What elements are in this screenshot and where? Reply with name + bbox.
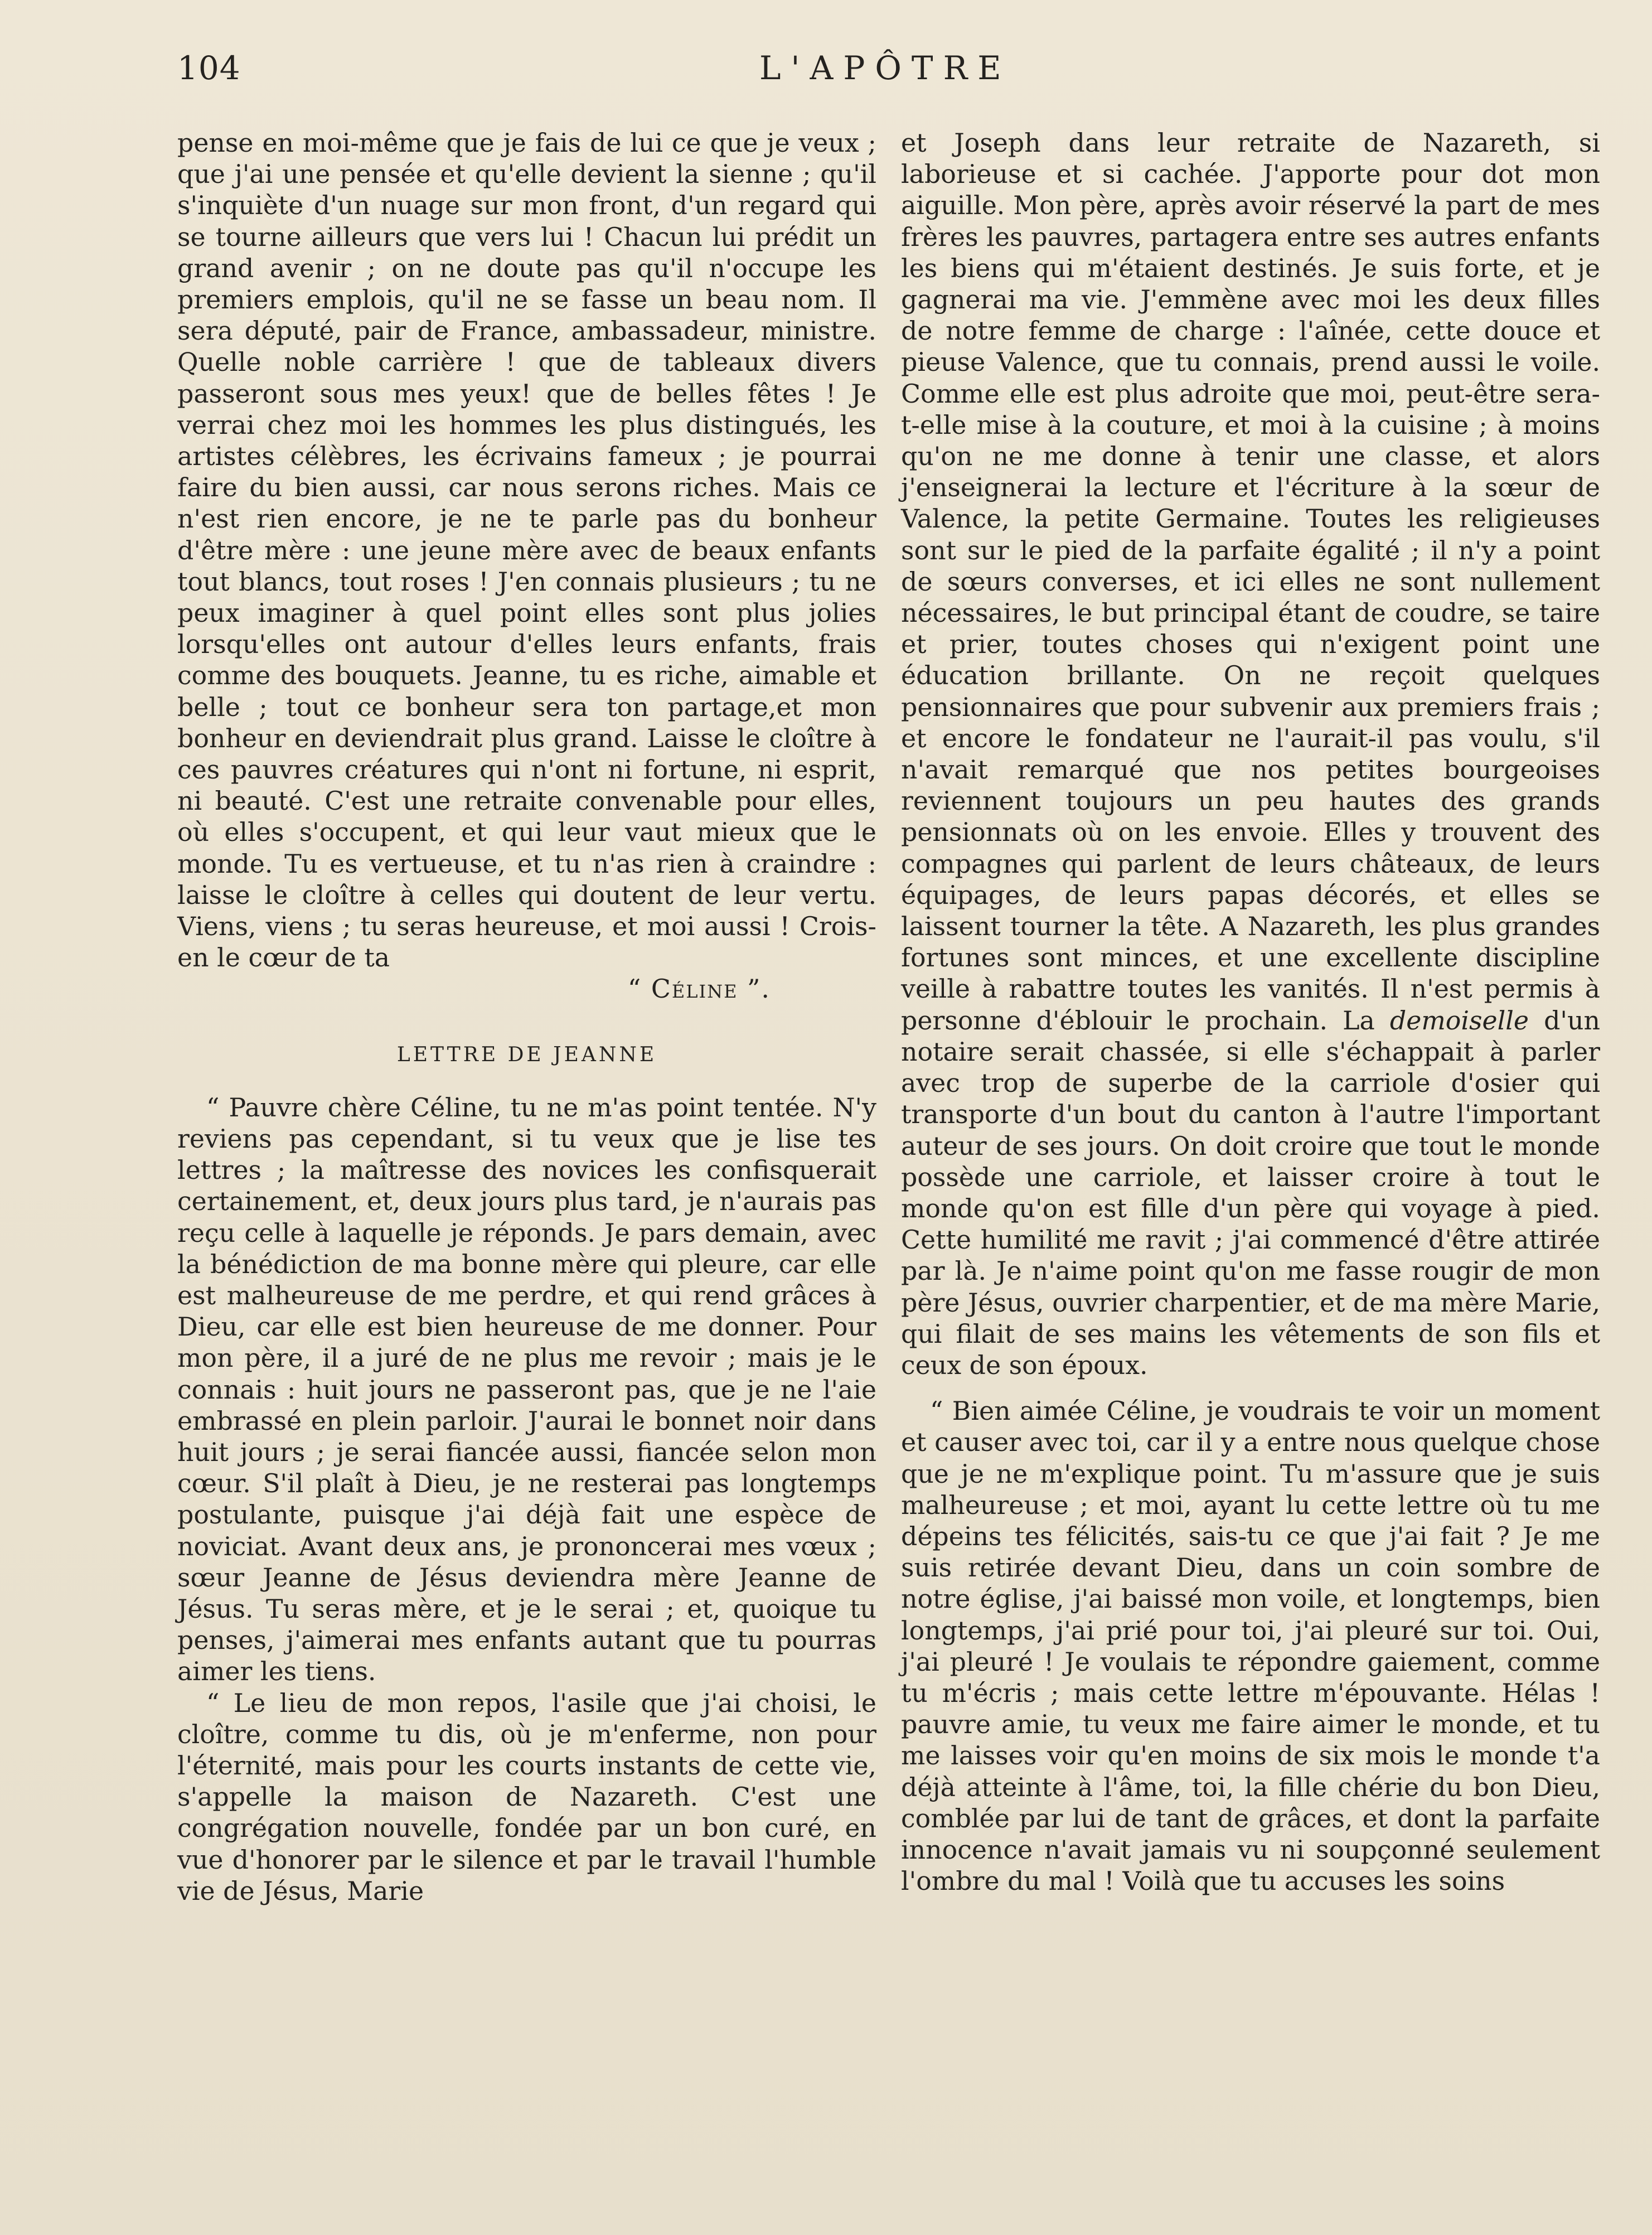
italic-word: demoiselle — [1389, 1005, 1529, 1036]
page-number: 104 — [177, 49, 241, 87]
paragraph-jeanne-reply: “ Pauvre chère Céline, tu ne m'as point tentée. N'y reviens pas cependant, si tu veux que je lise tes lettres ; la maîtresse des novices les confisquerait certainement, et, deux jours plus tard, je n'aurais pas reçu celle à laquelle je réponds. Je pars demain, avec la bénédiction de ma bonne mère qui pleure, car elle est malheureuse de me perdre, et qui rend grâces à Dieu, car elle est bien heureuse de me donner. Pour mon père, il a juré de ne plus me revoir ; mais je le connais : huit jours ne passeront pas, que je ne l'aie embrassé en plein parloir. J'aurai le bonnet noir dans huit jours ; je serai fiancée aussi, fiancée selon mon cœur. S'il plaît à Dieu, je ne resterai pas longtemps postulante, puisque j'ai déjà fait une espèce de noviciat. Avant deux ans, je prononcerai mes vœux ; sœur Jeanne de Jésus deviendra mère Jeanne de Jésus. Tu seras mère, et je le serai ; et, quoique tu penses, j'aimerai mes enfants autant que tu pourras aimer les tiens. — [177, 1092, 876, 1687]
left-column — [177, 127, 876, 1907]
paragraph-nazareth-continued — [901, 127, 1600, 1381]
signature-celine: “ Céline ”. — [627, 974, 771, 1004]
running-title: L'APÔTRE — [759, 49, 1011, 87]
paragraph-nazareth: “ Le lieu de mon repos, l'asile que j'ai choisi, le cloître, comme tu dis, où je m'enferme, non pour l'éternité, mais pour les courts instants de cette vie, s'appelle la maison de Nazareth. C'est une congrégation nouvelle, fondée par un bon curé, en vue d'honorer par le silence et par le travail l'humble vie de Jésus, Marie — [177, 1687, 876, 1906]
text-before-italic: et Joseph dans leur retraite de Nazareth, si laborieuse et si cachée. J'apporte pour dot mon aiguille. Mon père, après avoir réservé la part de mes frères les pauvres, partagera entre ses autres enfants les biens qui m'étaient destinés. Je suis forte, et je gagnerai ma vie. J'emmène avec moi les deux filles de notre femme de charge : l'aînée, cette douce et pieuse Valence, que tu connais, prend aussi le voile. Comme elle est plus adroite que moi, peut-être sera-t-elle mise à la couture, et moi à la cuisine ; à moins qu'on ne me donne à tenir une classe, et alors j'enseignerai la lecture et l'écriture à la sœur de Valence, la petite Germaine. Toutes les religieuses sont sur le pied de la parfaite égalité ; il n'y a point de sœurs converses, et ici elles ne sont nullement nécessaires, le but principal étant de coudre, se taire et prier, toutes choses qui n'exigent point une éducation brillante. On ne reçoit quelques pensionnaires que pour subvenir aux premiers frais ; et encore le fondateur ne l'aurait-il pas voulu, s'il n'avait remarqué que nos petites bourgeoises reviennent toujours un peu hautes des grands pensionnats où on les envoie. Elles y trouvent des compagnes qui parlent de leurs châteaux, de leurs équipages, de leurs papas décorés, et elles se laissent tourner la tête. A Nazareth, les plus grandes fortunes sont minces, et une excellente discipline veille à rabattre toutes les vanités. Il n'est permis à personne d'éblouir le prochain. La — [901, 128, 1600, 1036]
paragraph-gap — [901, 1381, 1600, 1395]
text-after-italic: d'un notaire serait chassée, si elle s'échappait à parler avec trop de superbe de la carriole d'osier qui transporte d'un bout du canton à l'autre l'important auteur de ses jours. On doit croire que tout le monde possède une carriole, et laisser croire à tout le monde qu'on est fille d'un père qui voyage à pied. Cette humilité me ravit ; j'ai commencé d'être attirée par là. Je n'aime point qu'on me fasse rougir de mon père Jésus, ouvrier charpentier, et de ma mère Marie, qui filait de ses mains les vêtements de son fils et ceux de son époux. — [901, 1005, 1600, 1380]
right-column — [901, 127, 1600, 1897]
page-header — [177, 49, 1593, 99]
section-heading: LETTRE DE JEANNE — [396, 1043, 657, 1066]
paragraph-celine-closing: pense en moi-même que je fais de lui ce que je veux ; que j'ai une pensée et qu'elle devient la sienne ; qu'il s'inquiète d'un nuage sur mon front, d'un regard qui se tourne ailleurs que vers lui ! Chacun lui prédit un grand avenir ; on ne doute pas qu'il n'occupe les premiers emplois, qu'il ne se fasse un beau nom. Il sera député, pair de France, ambassadeur, ministre. Quelle noble carrière ! que de tableaux divers passeront sous mes yeux! que de belles fêtes ! Je verrai chez moi les hommes les plus distingués, les artistes célèbres, les écrivains fameux ; je pourrai faire du bien aussi, car nous serons riches. Mais ce n'est rien encore, je ne te parle pas du bonheur d'être mère : une jeune mère avec de beaux enfants tout blancs, tout roses ! J'en connais plusieurs ; tu ne peux imaginer à quel point elles sont plus jolies lorsqu'elles ont autour d'elles leurs enfants, frais comme des bouquets. Jeanne, tu es riche, aimable et belle ; tout ce bonheur sera ton partage,et mon bonheur en deviendrait plus grand. Laisse le cloître à ces pauvres créatures qui n'ont ni fortune, ni esprit, ni beauté. C'est une retraite convenable pour elles, où elles s'occupent, et qui leur vaut mieux que le monde. Tu es vertueuse, et tu n'as rien à craindre : laisse le cloître à celles qui doutent de leur vertu. Viens, viens ; tu seras heureuse, et moi aussi ! Crois-en le cœur de ta — [177, 128, 876, 973]
paragraph-bien-aimee: “ Bien aimée Céline, je voudrais te voir un moment et causer avec toi, car il y a entre nous quelque chose que je ne m'explique point. Tu m'assure que je suis malheureuse ; et moi, ayant lu cette lettre où tu me dépeins tes félicités, sais-tu ce que j'ai fait ? Je me suis retirée devant Dieu, dans un coin sombre de notre église, j'ai baissé mon voile, et longtemps, bien longtemps, j'ai prié pour toi, j'ai pleuré sur toi. Oui, j'ai pleuré ! Je voulais te répondre gaiement, comme tu m'écris ; mais cette lettre m'épouvante. Hélas ! pauvre amie, tu veux me faire aimer le monde, et tu me laisses voir qu'en moins de six mois le monde t'a déjà atteinte à l'âme, toi, la fille chérie du bon Dieu, comblée par lui de tant de grâces, et dont la parfaite innocence n'avait jamais vu ni soupçonné seulement l'ombre du mal ! Voilà que tu accuses les soins — [901, 1396, 1600, 1897]
